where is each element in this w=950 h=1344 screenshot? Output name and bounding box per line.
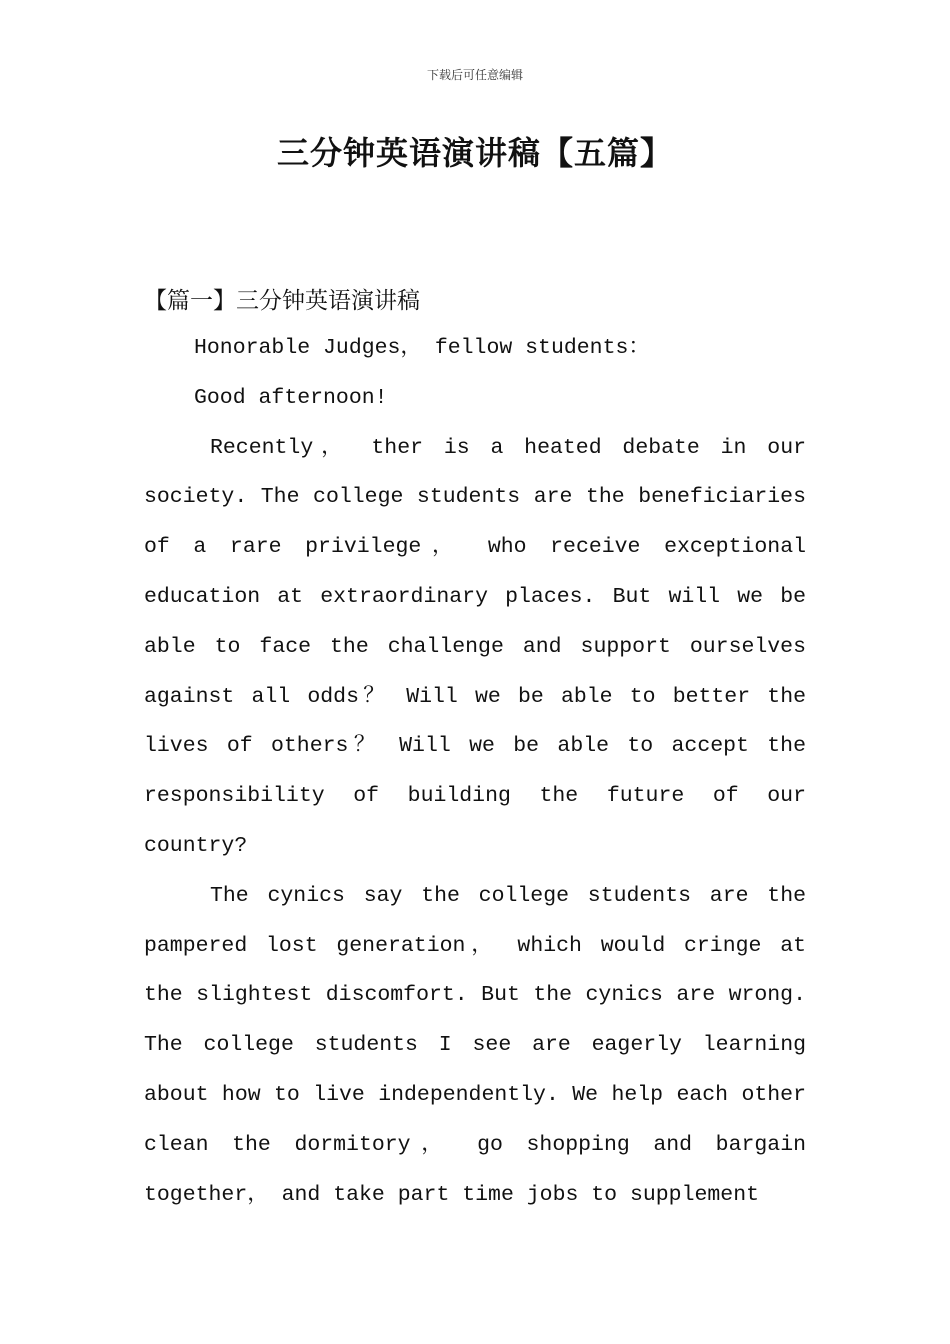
document-title: 三分钟英语演讲稿【五篇】: [276, 134, 673, 172]
page-header-note: 下载后可任意编辑: [426, 68, 523, 82]
salutation-paragraph: Honorable Judges， fellow students：: [194, 336, 650, 360]
speech-body: [144, 324, 806, 1220]
body-paragraph: The cynics say the college students are the pampered lost generation， which would cringe at the slightest discomfort. But the cynics are wrong. The college students I see are eagerly learning about how to live independently. We help each other clean the dormitory， go shopping and bargain together， and take part time jobs to supplement: [144, 883, 806, 1207]
body-paragraph: Recently， ther is a heated debate in our society. The college students are the beneficiaries of a rare privilege， who receive exceptional education at extraordinary places. But will we be able to face the challenge and support ourselves against all odds？ Will we be able to better the lives of others？ Will we be able to accept the responsibility of building the future of our country?: [144, 435, 806, 858]
section-heading: 【篇一】三分钟英语演讲稿: [144, 288, 420, 314]
greeting-paragraph: Good afternoon!: [194, 385, 388, 410]
